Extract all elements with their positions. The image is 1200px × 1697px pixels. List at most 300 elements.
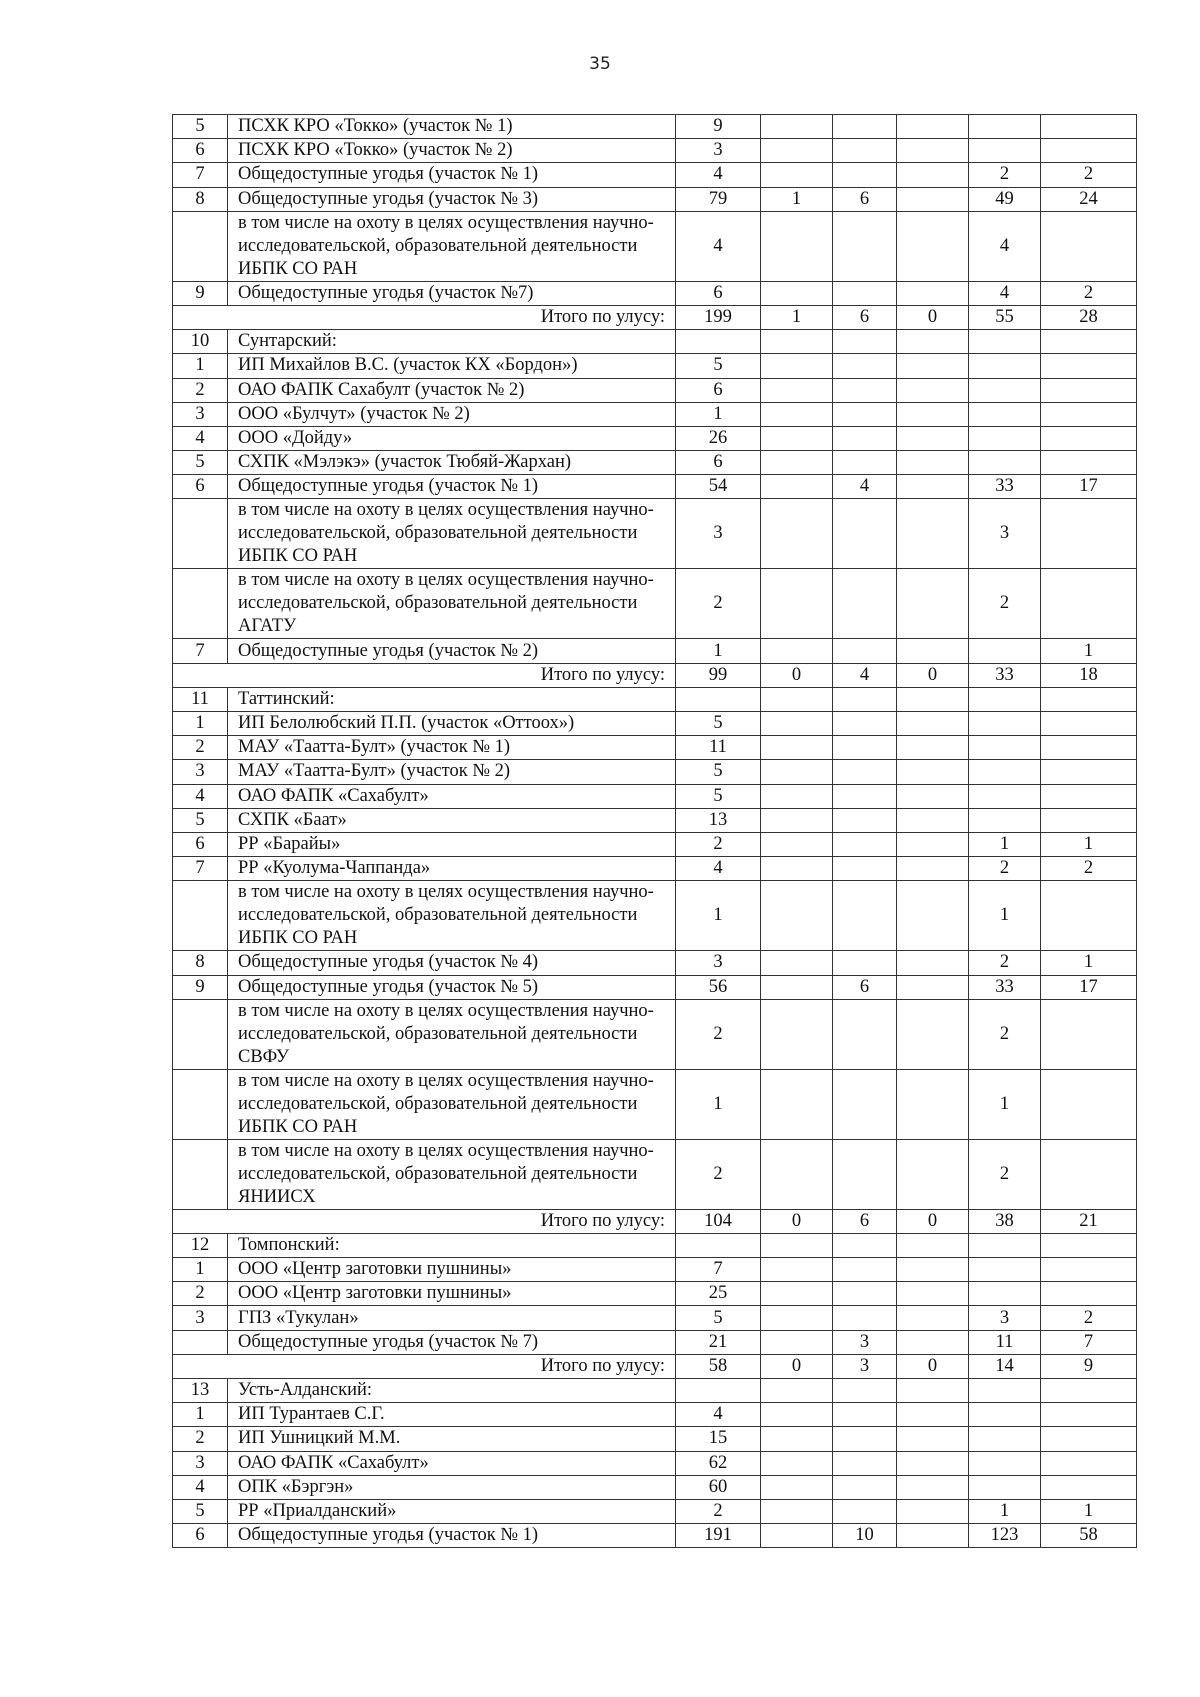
value-cell-1: 4	[676, 857, 761, 881]
row-number: 7	[173, 639, 228, 663]
value-cell-2	[761, 760, 833, 784]
value-cell-4	[897, 330, 969, 354]
value-cell-6	[1041, 451, 1137, 475]
value-cell-6	[1041, 687, 1137, 711]
subitem-row	[173, 1069, 1137, 1139]
value-cell-4	[897, 1475, 969, 1499]
data-table	[172, 114, 1137, 1548]
value-cell-2	[761, 402, 833, 426]
value-cell-5	[969, 1451, 1041, 1475]
value-cell-1: 4	[676, 211, 761, 281]
value-cell-1: 2	[676, 1499, 761, 1523]
value-cell-3	[833, 760, 897, 784]
row-number	[173, 1139, 228, 1209]
row-name: ИП Турантаев С.Г.	[228, 1403, 676, 1427]
row-number: 8	[173, 951, 228, 975]
value-cell-4	[897, 1524, 969, 1548]
table-row	[173, 1306, 1137, 1330]
value-cell-4	[897, 881, 969, 951]
value-cell-2	[761, 736, 833, 760]
row-name: ООО «Центр заготовки пушнины»	[228, 1282, 676, 1306]
value-cell-4	[897, 187, 969, 211]
table-row	[173, 784, 1137, 808]
table-row	[173, 378, 1137, 402]
row-number: 6	[173, 1524, 228, 1548]
value-cell-6	[1041, 211, 1137, 281]
row-name: в том числе на охоту в целях осуществления научно-исследовательской, образовательной деятельности ИБПК СО РАН	[228, 499, 676, 569]
value-cell-6: 28	[1041, 305, 1137, 329]
value-cell-1: 3	[676, 499, 761, 569]
value-cell-3: 6	[833, 1209, 897, 1233]
value-cell-2	[761, 569, 833, 639]
value-cell-2	[761, 1499, 833, 1523]
value-cell-2	[761, 1258, 833, 1282]
value-cell-6: 2	[1041, 857, 1137, 881]
value-cell-2	[761, 1282, 833, 1306]
value-cell-3	[833, 808, 897, 832]
row-number: 1	[173, 712, 228, 736]
value-cell-4	[897, 475, 969, 499]
row-number	[173, 569, 228, 639]
value-cell-6: 17	[1041, 975, 1137, 999]
value-cell-4	[897, 1403, 969, 1427]
value-cell-3	[833, 1427, 897, 1451]
value-cell-4	[897, 426, 969, 450]
row-name: СХПК «Баат»	[228, 808, 676, 832]
value-cell-3	[833, 402, 897, 426]
value-cell-4	[897, 1139, 969, 1209]
value-cell-3	[833, 330, 897, 354]
row-name: Общедоступные угодья (участок № 7)	[228, 1330, 676, 1354]
value-cell-2	[761, 1330, 833, 1354]
value-cell-2	[761, 330, 833, 354]
table-row	[173, 1258, 1137, 1282]
value-cell-4	[897, 1282, 969, 1306]
row-number: 3	[173, 402, 228, 426]
value-cell-4	[897, 760, 969, 784]
value-cell-4	[897, 784, 969, 808]
value-cell-5	[969, 1475, 1041, 1499]
value-cell-4: 0	[897, 1354, 969, 1378]
value-cell-3	[833, 451, 897, 475]
value-cell-3	[833, 211, 897, 281]
value-cell-3: 6	[833, 975, 897, 999]
value-cell-5: 1	[969, 1499, 1041, 1523]
value-cell-1: 11	[676, 736, 761, 760]
total-row	[173, 305, 1137, 329]
value-cell-3	[833, 712, 897, 736]
value-cell-6	[1041, 378, 1137, 402]
value-cell-1: 6	[676, 378, 761, 402]
row-number: 6	[173, 139, 228, 163]
value-cell-4	[897, 687, 969, 711]
row-number: 2	[173, 736, 228, 760]
subitem-row	[173, 881, 1137, 951]
row-number: 2	[173, 378, 228, 402]
table-row	[173, 1427, 1137, 1451]
value-cell-5: 33	[969, 975, 1041, 999]
value-cell-1: 26	[676, 426, 761, 450]
value-cell-6: 1	[1041, 1499, 1137, 1523]
value-cell-5: 3	[969, 499, 1041, 569]
value-cell-2	[761, 1427, 833, 1451]
row-name: Общедоступные угодья (участок № 2)	[228, 639, 676, 663]
value-cell-3	[833, 857, 897, 881]
page-number: 35	[589, 54, 611, 74]
value-cell-4	[897, 1499, 969, 1523]
value-cell-2	[761, 499, 833, 569]
row-number: 6	[173, 475, 228, 499]
value-cell-6: 21	[1041, 1209, 1137, 1233]
value-cell-1: 4	[676, 163, 761, 187]
value-cell-2	[761, 808, 833, 832]
row-number: 5	[173, 1499, 228, 1523]
value-cell-3	[833, 1403, 897, 1427]
value-cell-5: 33	[969, 475, 1041, 499]
value-cell-4	[897, 832, 969, 856]
row-number: 2	[173, 1427, 228, 1451]
row-name: ПСХК КРО «Токко» (участок № 1)	[228, 115, 676, 139]
value-cell-6	[1041, 784, 1137, 808]
row-number: 5	[173, 451, 228, 475]
value-cell-3: 6	[833, 305, 897, 329]
value-cell-3	[833, 426, 897, 450]
row-name: ООО «Центр заготовки пушнины»	[228, 1258, 676, 1282]
value-cell-6: 2	[1041, 281, 1137, 305]
value-cell-5: 2	[969, 163, 1041, 187]
value-cell-5	[969, 1427, 1041, 1451]
value-cell-4	[897, 1233, 969, 1257]
row-name: ПСХК КРО «Токко» (участок № 2)	[228, 139, 676, 163]
value-cell-1: 79	[676, 187, 761, 211]
value-cell-4: 0	[897, 663, 969, 687]
value-cell-6	[1041, 881, 1137, 951]
value-cell-6	[1041, 115, 1137, 139]
value-cell-6	[1041, 736, 1137, 760]
value-cell-1: 2	[676, 1139, 761, 1209]
value-cell-1: 25	[676, 1282, 761, 1306]
value-cell-1: 4	[676, 1403, 761, 1427]
value-cell-1: 9	[676, 115, 761, 139]
value-cell-1	[676, 1233, 761, 1257]
value-cell-5	[969, 639, 1041, 663]
value-cell-6	[1041, 1403, 1137, 1427]
value-cell-1: 2	[676, 832, 761, 856]
value-cell-6	[1041, 569, 1137, 639]
table-row	[173, 1330, 1137, 1354]
value-cell-4	[897, 569, 969, 639]
value-cell-4	[897, 1427, 969, 1451]
row-number	[173, 211, 228, 281]
value-cell-3	[833, 354, 897, 378]
value-cell-1: 2	[676, 569, 761, 639]
subitem-row	[173, 211, 1137, 281]
total-row	[173, 1209, 1137, 1233]
table-row	[173, 975, 1137, 999]
value-cell-1: 3	[676, 951, 761, 975]
row-name: в том числе на охоту в целях осуществления научно-исследовательской, образовательной деятельности ИБПК СО РАН	[228, 1069, 676, 1139]
row-number: 7	[173, 857, 228, 881]
value-cell-5	[969, 784, 1041, 808]
value-cell-4	[897, 378, 969, 402]
value-cell-5: 33	[969, 663, 1041, 687]
value-cell-4	[897, 975, 969, 999]
value-cell-4	[897, 1379, 969, 1403]
row-number: 11	[173, 687, 228, 711]
value-cell-4	[897, 115, 969, 139]
value-cell-2	[761, 354, 833, 378]
value-cell-6	[1041, 1282, 1137, 1306]
row-name: ИП Ушницкий М.М.	[228, 1427, 676, 1451]
value-cell-4	[897, 281, 969, 305]
value-cell-5	[969, 1233, 1041, 1257]
row-name: в том числе на охоту в целях осуществления научно-исследовательской, образовательной деятельности ИБПК СО РАН	[228, 881, 676, 951]
value-cell-6	[1041, 402, 1137, 426]
row-number: 4	[173, 1475, 228, 1499]
value-cell-6	[1041, 999, 1137, 1069]
row-name: ООО «Дойду»	[228, 426, 676, 450]
row-name: ИП Михайлов В.С. (участок КХ «Бордон»)	[228, 354, 676, 378]
table-row	[173, 1451, 1137, 1475]
row-name: РР «Приалданский»	[228, 1499, 676, 1523]
value-cell-5: 2	[969, 1139, 1041, 1209]
row-number: 1	[173, 1403, 228, 1427]
value-cell-1: 15	[676, 1427, 761, 1451]
row-name: Сунтарский:	[228, 330, 676, 354]
total-label: Итого по улусу:	[173, 1354, 676, 1378]
row-name: Общедоступные угодья (участок № 1)	[228, 1524, 676, 1548]
value-cell-2	[761, 832, 833, 856]
value-cell-2	[761, 1403, 833, 1427]
table-row	[173, 687, 1137, 711]
value-cell-3	[833, 736, 897, 760]
table-row	[173, 330, 1137, 354]
total-label: Итого по улусу:	[173, 305, 676, 329]
table-row	[173, 475, 1137, 499]
table-row	[173, 281, 1137, 305]
value-cell-5: 1	[969, 881, 1041, 951]
value-cell-1: 3	[676, 139, 761, 163]
value-cell-4	[897, 451, 969, 475]
value-cell-3: 10	[833, 1524, 897, 1548]
row-name: Томпонский:	[228, 1233, 676, 1257]
value-cell-5	[969, 736, 1041, 760]
row-number	[173, 499, 228, 569]
value-cell-4	[897, 499, 969, 569]
value-cell-1: 2	[676, 999, 761, 1069]
row-name: Общедоступные угодья (участок № 3)	[228, 187, 676, 211]
table-row	[173, 1233, 1137, 1257]
value-cell-4	[897, 736, 969, 760]
value-cell-3	[833, 378, 897, 402]
row-name: ООО «Булчут» (участок № 2)	[228, 402, 676, 426]
row-name: ОАО ФАПК «Сахабулт»	[228, 1451, 676, 1475]
value-cell-1: 1	[676, 402, 761, 426]
value-cell-2	[761, 1451, 833, 1475]
value-cell-5	[969, 426, 1041, 450]
value-cell-3	[833, 1233, 897, 1257]
value-cell-2	[761, 211, 833, 281]
value-cell-5: 55	[969, 305, 1041, 329]
row-name: РР «Куолума-Чаппанда»	[228, 857, 676, 881]
table-row	[173, 1475, 1137, 1499]
row-number	[173, 999, 228, 1069]
value-cell-3	[833, 163, 897, 187]
value-cell-4: 0	[897, 1209, 969, 1233]
row-number: 5	[173, 115, 228, 139]
value-cell-3	[833, 1499, 897, 1523]
value-cell-4	[897, 354, 969, 378]
row-name: Общедоступные угодья (участок №7)	[228, 281, 676, 305]
value-cell-1: 5	[676, 760, 761, 784]
value-cell-1: 6	[676, 281, 761, 305]
value-cell-6	[1041, 1139, 1137, 1209]
value-cell-5	[969, 712, 1041, 736]
row-name: Таттинский:	[228, 687, 676, 711]
row-name: СХПК «Мэлэкэ» (участок Тюбяй-Жархан)	[228, 451, 676, 475]
value-cell-6: 9	[1041, 1354, 1137, 1378]
value-cell-6: 2	[1041, 163, 1137, 187]
value-cell-6: 58	[1041, 1524, 1137, 1548]
table-row	[173, 402, 1137, 426]
row-number: 4	[173, 426, 228, 450]
table-row	[173, 639, 1137, 663]
value-cell-2	[761, 975, 833, 999]
value-cell-3	[833, 881, 897, 951]
row-name: МАУ «Таатта-Булт» (участок № 1)	[228, 736, 676, 760]
value-cell-1: 13	[676, 808, 761, 832]
value-cell-5	[969, 451, 1041, 475]
value-cell-5	[969, 378, 1041, 402]
value-cell-2	[761, 687, 833, 711]
row-number: 1	[173, 354, 228, 378]
value-cell-6	[1041, 1233, 1137, 1257]
value-cell-4	[897, 639, 969, 663]
total-label: Итого по улусу:	[173, 1209, 676, 1233]
value-cell-4	[897, 211, 969, 281]
value-cell-6	[1041, 808, 1137, 832]
value-cell-3: 4	[833, 475, 897, 499]
value-cell-1: 1	[676, 881, 761, 951]
value-cell-5: 4	[969, 211, 1041, 281]
table-row	[173, 187, 1137, 211]
value-cell-4	[897, 712, 969, 736]
value-cell-6	[1041, 426, 1137, 450]
value-cell-2	[761, 451, 833, 475]
value-cell-2: 0	[761, 1354, 833, 1378]
value-cell-1: 21	[676, 1330, 761, 1354]
value-cell-6	[1041, 1379, 1137, 1403]
row-name: МАУ «Таатта-Булт» (участок № 2)	[228, 760, 676, 784]
value-cell-5	[969, 402, 1041, 426]
value-cell-1: 1	[676, 1069, 761, 1139]
value-cell-6	[1041, 354, 1137, 378]
value-cell-6	[1041, 1475, 1137, 1499]
value-cell-4	[897, 1451, 969, 1475]
value-cell-1: 5	[676, 1306, 761, 1330]
row-number	[173, 1330, 228, 1354]
value-cell-3	[833, 1069, 897, 1139]
value-cell-3	[833, 1475, 897, 1499]
row-name: Общедоступные угодья (участок № 1)	[228, 163, 676, 187]
value-cell-6: 1	[1041, 639, 1137, 663]
value-cell-3: 3	[833, 1330, 897, 1354]
value-cell-4: 0	[897, 305, 969, 329]
row-name: в том числе на охоту в целях осуществления научно-исследовательской, образовательной деятельности АГАТУ	[228, 569, 676, 639]
value-cell-1: 99	[676, 663, 761, 687]
row-number: 9	[173, 281, 228, 305]
subitem-row	[173, 499, 1137, 569]
value-cell-2	[761, 881, 833, 951]
row-number	[173, 881, 228, 951]
total-label: Итого по улусу:	[173, 663, 676, 687]
value-cell-1: 191	[676, 1524, 761, 1548]
value-cell-6	[1041, 1451, 1137, 1475]
value-cell-1: 5	[676, 712, 761, 736]
total-row	[173, 663, 1137, 687]
subitem-row	[173, 1139, 1137, 1209]
value-cell-1: 62	[676, 1451, 761, 1475]
value-cell-2	[761, 784, 833, 808]
value-cell-3	[833, 1282, 897, 1306]
value-cell-5	[969, 1403, 1041, 1427]
value-cell-1	[676, 330, 761, 354]
table-body	[173, 115, 1137, 1548]
row-number	[173, 1069, 228, 1139]
value-cell-5: 14	[969, 1354, 1041, 1378]
row-name: Общедоступные угодья (участок № 4)	[228, 951, 676, 975]
value-cell-4	[897, 402, 969, 426]
row-number: 13	[173, 1379, 228, 1403]
value-cell-5: 4	[969, 281, 1041, 305]
value-cell-5	[969, 687, 1041, 711]
value-cell-5: 1	[969, 832, 1041, 856]
value-cell-2	[761, 1139, 833, 1209]
row-number: 4	[173, 784, 228, 808]
value-cell-6	[1041, 760, 1137, 784]
value-cell-6: 18	[1041, 663, 1137, 687]
table-row	[173, 736, 1137, 760]
value-cell-1: 5	[676, 784, 761, 808]
table-row	[173, 139, 1137, 163]
row-name: в том числе на охоту в целях осуществления научно-исследовательской, образовательной деятельности ИБПК СО РАН	[228, 211, 676, 281]
value-cell-5	[969, 115, 1041, 139]
value-cell-2	[761, 115, 833, 139]
value-cell-5	[969, 1379, 1041, 1403]
value-cell-2: 1	[761, 305, 833, 329]
table-row	[173, 115, 1137, 139]
value-cell-2	[761, 1233, 833, 1257]
row-number: 2	[173, 1282, 228, 1306]
value-cell-1	[676, 1379, 761, 1403]
value-cell-4	[897, 999, 969, 1069]
value-cell-2	[761, 1379, 833, 1403]
value-cell-3	[833, 951, 897, 975]
value-cell-5	[969, 808, 1041, 832]
value-cell-4	[897, 951, 969, 975]
value-cell-5: 2	[969, 569, 1041, 639]
value-cell-3	[833, 639, 897, 663]
value-cell-5: 2	[969, 951, 1041, 975]
value-cell-5: 2	[969, 999, 1041, 1069]
row-name: в том числе на охоту в целях осуществления научно-исследовательской, образовательной деятельности ЯНИИСХ	[228, 1139, 676, 1209]
value-cell-6	[1041, 330, 1137, 354]
row-name: ИП Белолюбский П.П. (участок «Оттоох»)	[228, 712, 676, 736]
value-cell-1: 60	[676, 1475, 761, 1499]
value-cell-4	[897, 139, 969, 163]
row-name: ОАО ФАПК «Сахабулт»	[228, 784, 676, 808]
value-cell-5: 2	[969, 857, 1041, 881]
